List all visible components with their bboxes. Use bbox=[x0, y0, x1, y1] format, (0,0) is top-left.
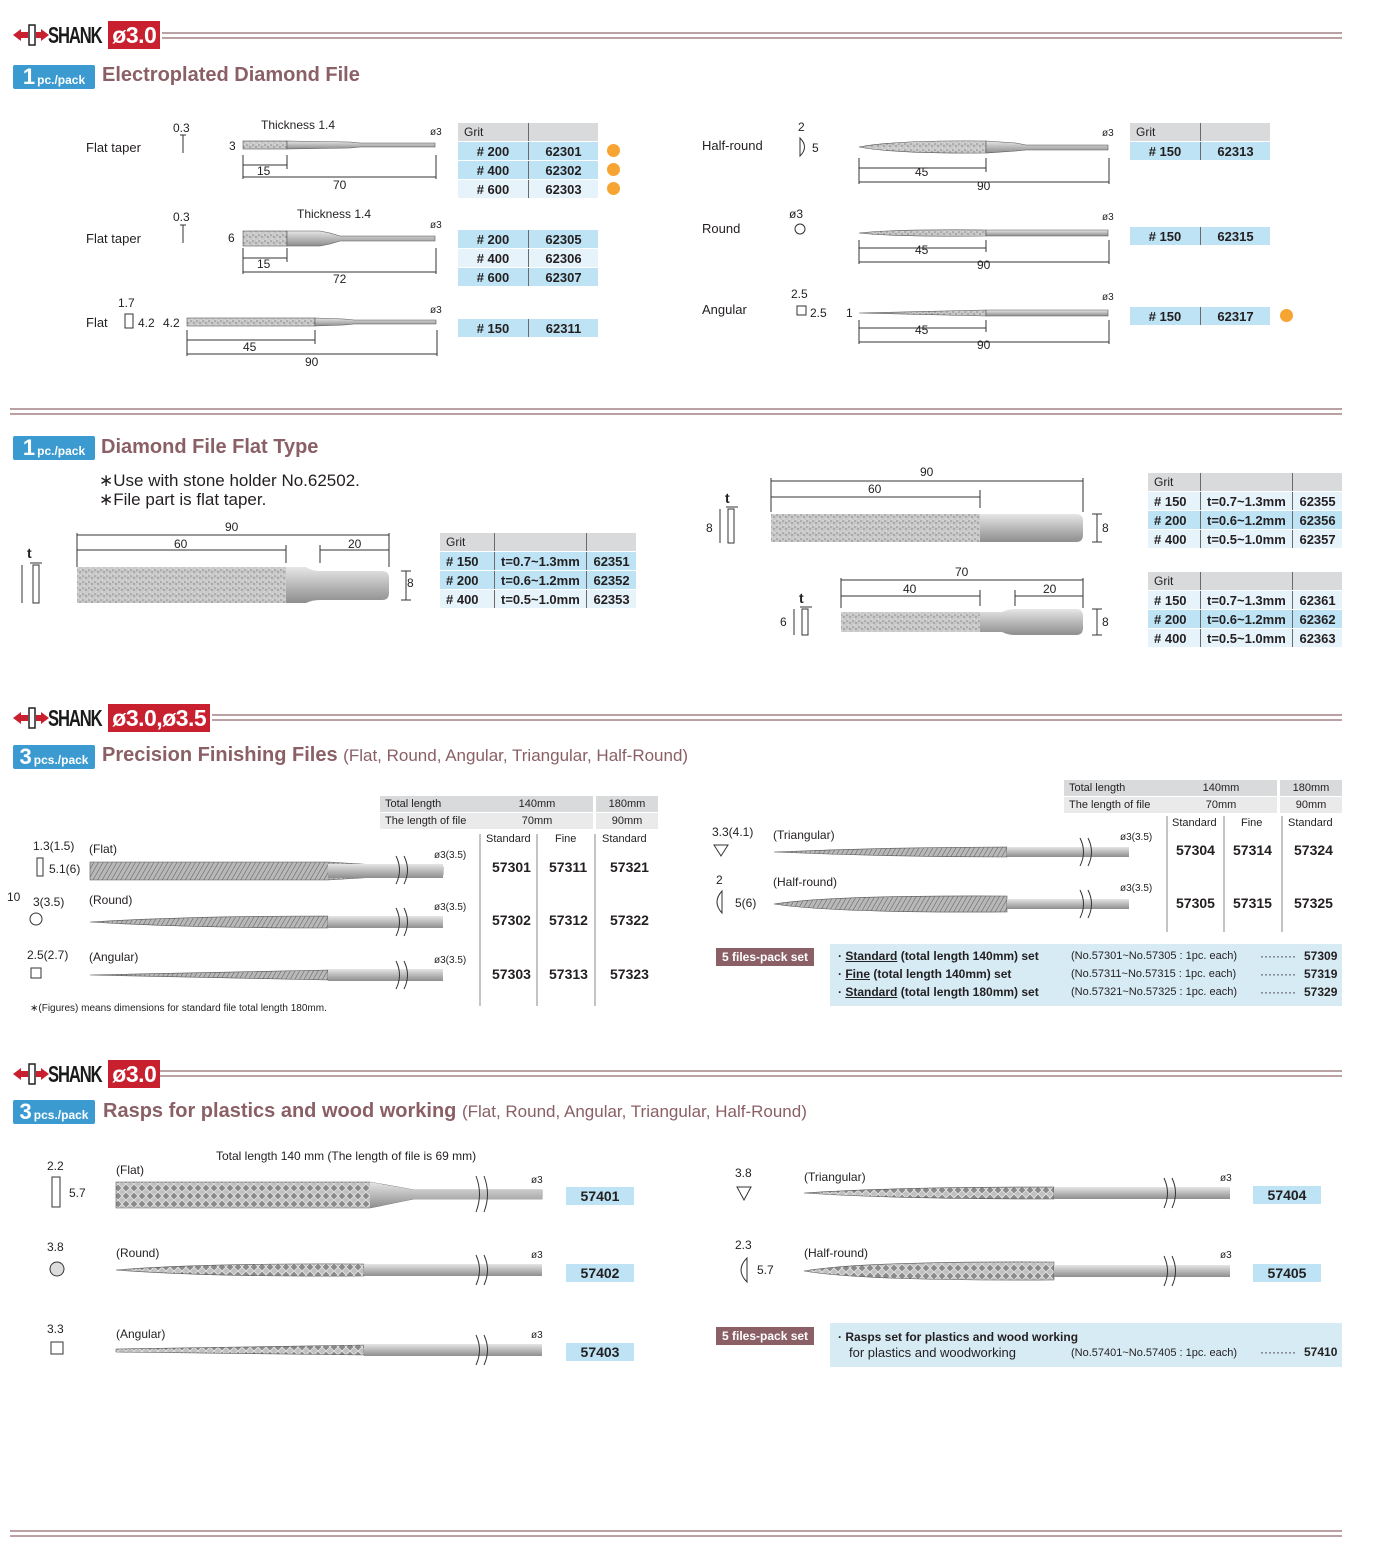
cross-section-thin bbox=[718, 505, 738, 545]
dim-1: 3(3.5) bbox=[33, 895, 65, 909]
cross-section-triangle bbox=[712, 842, 730, 858]
product-code: 57305 bbox=[1176, 895, 1215, 911]
shank-arrows-icon bbox=[12, 22, 50, 48]
product-code: 57325 bbox=[1294, 895, 1333, 911]
section-divider bbox=[160, 1070, 1342, 1077]
dim-h: 8 bbox=[407, 576, 414, 590]
file-drawing bbox=[856, 137, 1112, 157]
footnote: ∗(Figures) means dimensions for standard file total length 180mm. bbox=[30, 1003, 327, 1014]
dim-d: ø3(3.5) bbox=[434, 902, 467, 913]
dim-total: 70 bbox=[955, 565, 969, 579]
dim-h: 5 bbox=[812, 141, 819, 155]
section-title: Diamond File Flat Type bbox=[101, 436, 319, 458]
section-title: Rasps for plastics and wood working (Flat, Round, Angular, Triangular, Half-Round) bbox=[103, 1100, 807, 1122]
pack-badge: 3 pcs./pack bbox=[13, 1100, 95, 1124]
file-type-label: (Round) bbox=[89, 893, 133, 907]
dim-2: 5.7 bbox=[69, 1186, 86, 1200]
dim-t: 2.5 bbox=[791, 287, 808, 301]
cross-section-round bbox=[793, 221, 807, 237]
dim-l1: 40 bbox=[903, 582, 917, 596]
new-dot bbox=[607, 144, 620, 157]
product-code: 57322 bbox=[610, 912, 649, 928]
file-drawing bbox=[240, 138, 440, 152]
file-type-label: Round bbox=[702, 221, 741, 236]
dim-d: ø3 bbox=[430, 127, 442, 138]
set-row: · Standard (total length 180mm) set bbox=[838, 985, 1039, 999]
dim-l2: 70 bbox=[333, 178, 347, 192]
file-type-label: (Half-round) bbox=[773, 875, 838, 889]
section-divider bbox=[10, 408, 1342, 415]
product-code: 57404 bbox=[1253, 1186, 1321, 1204]
section-divider bbox=[10, 1530, 1342, 1537]
dim-l1: 45 bbox=[915, 323, 929, 337]
file-drawing bbox=[772, 890, 1132, 918]
dim-d: ø3(3.5) bbox=[1120, 832, 1153, 843]
rasp-drawing bbox=[114, 1255, 546, 1285]
product-code: 57314 bbox=[1233, 842, 1272, 858]
product-code: 57313 bbox=[549, 966, 588, 982]
dim-d: ø3 bbox=[430, 305, 442, 316]
dim-2: 5.1(6) bbox=[49, 862, 81, 876]
product-code: 57323 bbox=[610, 966, 649, 982]
dim-lines bbox=[184, 330, 440, 358]
dim-l2: 72 bbox=[333, 272, 347, 286]
grit-table: Grit # 150 62313 bbox=[1130, 123, 1270, 161]
file-type-label: Angular bbox=[702, 302, 747, 317]
dim-h: 3 bbox=[229, 139, 236, 153]
shank-word: SHANK bbox=[48, 704, 102, 731]
file-type-label: (Half-round) bbox=[804, 1246, 869, 1260]
dim-h2: 1 bbox=[846, 306, 853, 320]
product-code: 57324 bbox=[1294, 842, 1333, 858]
set-row: · Rasps set for plastics and wood working bbox=[838, 1330, 1079, 1344]
file-drawing bbox=[240, 228, 440, 250]
shank-diameter: ø3.0,ø3.5 bbox=[108, 704, 210, 732]
rasp-drawing bbox=[114, 1335, 546, 1365]
file-drawing bbox=[88, 908, 448, 936]
dim-d: ø3 bbox=[1102, 292, 1114, 303]
dim-l1: 45 bbox=[915, 165, 929, 179]
dim-h: 6 bbox=[228, 231, 235, 245]
dim-h2: 4.2 bbox=[163, 316, 180, 330]
dim-h1: 4.2 bbox=[138, 316, 155, 330]
product-code: 57311 bbox=[549, 859, 588, 875]
dim-d: ø3 bbox=[1220, 1173, 1232, 1184]
dim-h: 8 bbox=[706, 521, 713, 535]
dim-l2: 90 bbox=[977, 258, 991, 272]
cross-section-triangle bbox=[735, 1184, 753, 1202]
pack-badge: 1 pc./pack bbox=[13, 65, 95, 89]
shank-diameter: ø3.0 bbox=[108, 21, 160, 49]
cross-section-thin bbox=[22, 561, 42, 605]
dim-l2: 90 bbox=[977, 338, 991, 352]
dim-l1: 45 bbox=[243, 340, 257, 354]
rasp-drawing bbox=[802, 1256, 1234, 1286]
note-line: ∗File part is flat taper. bbox=[99, 490, 267, 509]
dim-d: ø3(3.5) bbox=[1120, 883, 1153, 894]
shank-arrows-icon bbox=[12, 705, 50, 731]
grit-table: # 150 62315 bbox=[1130, 227, 1270, 246]
dim-1: 2.5(2.7) bbox=[27, 948, 69, 962]
section-divider bbox=[212, 714, 1342, 721]
dim-d: ø3 bbox=[531, 1250, 543, 1261]
file-type-label: (Flat) bbox=[116, 1163, 144, 1177]
grit-table: Grit # 200 62301 # 400 62302 # 600 62303 bbox=[458, 123, 598, 199]
dim-l2: 90 bbox=[305, 355, 319, 369]
dim-d: ø3 bbox=[430, 220, 442, 231]
dim-1: 3.8 bbox=[735, 1166, 752, 1180]
grit-table: Grit # 150 t=0.7~1.3mm 62361 # 200 t=0.6~1.2mm 62362 # 400 t=0.5~1.0mm 62363 bbox=[1148, 572, 1342, 648]
cross-section-halfround bbox=[796, 136, 810, 158]
file-type-label: (Angular) bbox=[89, 950, 139, 964]
thickness-mark bbox=[180, 225, 186, 245]
file-type-label: (Angular) bbox=[116, 1327, 166, 1341]
dim-d: ø3 bbox=[1220, 1250, 1232, 1261]
product-code: 57304 bbox=[1176, 842, 1215, 858]
set-row: · Fine (total length 140mm) set bbox=[838, 967, 1012, 981]
rasp-drawing bbox=[114, 1176, 546, 1212]
dim-d: ø3(3.5) bbox=[434, 850, 467, 861]
grit-table: # 150 62311 bbox=[458, 319, 598, 338]
dim-l2: 20 bbox=[348, 537, 362, 551]
cross-section-round bbox=[48, 1260, 66, 1278]
set-box: · Standard (total length 140mm) set (No.57301~No.57305 : 1pc. each) ········· 57309 · Fine (total length 140mm) set (No.57311~No.57315 : 1pc. each) ········· 57319 · Standard (total length 180mm) set (No.57321~No.57325 : 1pc. each) ········· 57329 bbox=[830, 944, 1342, 1006]
dim-h: 6 bbox=[780, 615, 787, 629]
shank-word: SHANK bbox=[48, 21, 102, 48]
file-type-label: (Triangular) bbox=[804, 1170, 866, 1184]
dim-2: 10 bbox=[7, 890, 21, 904]
file-type-label: Flat bbox=[86, 315, 108, 330]
section-divider bbox=[162, 32, 1342, 39]
column-lines bbox=[1167, 816, 1347, 936]
dim-t: 0.3 bbox=[173, 121, 190, 135]
cross-section-square bbox=[49, 1339, 65, 1357]
dim-1: 2 bbox=[716, 873, 723, 887]
new-dot bbox=[1280, 309, 1293, 322]
set-label: 5 files-pack set bbox=[716, 1327, 814, 1345]
cross-section-round bbox=[28, 910, 44, 928]
dim-d: ø3(3.5) bbox=[434, 955, 467, 966]
product-code: 57301 bbox=[492, 859, 531, 875]
product-code: 57321 bbox=[610, 859, 649, 875]
file-type-label: (Flat) bbox=[89, 842, 117, 856]
section-title: Precision Finishing Files (Flat, Round, Angular, Triangular, Half-Round) bbox=[102, 744, 689, 766]
dim-1: 3.3 bbox=[47, 1322, 64, 1336]
shank-arrows-icon bbox=[12, 1061, 50, 1087]
grit-table: Grit # 150 t=0.7~1.3mm 62351 # 200 t=0.6~1.2mm 62352 # 400 t=0.5~1.0mm 62353 bbox=[440, 533, 636, 609]
product-code: 57403 bbox=[566, 1343, 634, 1361]
dim-l1: 45 bbox=[915, 243, 929, 257]
product-code: 57303 bbox=[492, 966, 531, 982]
file-type-label: (Round) bbox=[116, 1246, 160, 1260]
product-code: 57402 bbox=[566, 1264, 634, 1282]
dim-1: 3.8 bbox=[47, 1240, 64, 1254]
product-code: 57401 bbox=[566, 1187, 634, 1205]
file-type-label: (Triangular) bbox=[773, 828, 835, 842]
set-row: · Standard (total length 140mm) set bbox=[838, 949, 1039, 963]
dim-d: ø3 bbox=[1102, 212, 1114, 223]
product-code: 57312 bbox=[549, 912, 588, 928]
file-drawing bbox=[856, 225, 1112, 241]
dim-total: 90 bbox=[920, 465, 934, 479]
grit-table: # 200 62305 # 400 62306 # 600 62307 bbox=[458, 230, 598, 287]
file-drawing bbox=[772, 838, 1132, 866]
new-dot bbox=[607, 163, 620, 176]
dim-l1: 15 bbox=[257, 257, 271, 271]
dim-2: 5(6) bbox=[735, 896, 757, 910]
dim-t: t bbox=[725, 490, 730, 506]
file-drawing bbox=[856, 305, 1112, 321]
dim-h2: 8 bbox=[1102, 615, 1109, 629]
new-dot bbox=[607, 182, 620, 195]
file-drawing bbox=[88, 856, 448, 884]
set-row-sub: for plastics and woodworking bbox=[849, 1345, 1016, 1360]
dim-d: ø3 bbox=[531, 1330, 543, 1341]
file-type-label: Flat taper bbox=[86, 231, 141, 246]
note-line: ∗Use with stone holder No.62502. bbox=[99, 471, 360, 490]
dim-d: ø3 bbox=[531, 1175, 543, 1186]
dim-thickness: Thickness 1.4 bbox=[297, 207, 372, 221]
dim-h: 2.5 bbox=[810, 306, 827, 320]
dim-d: ø3 bbox=[1102, 128, 1114, 139]
dim-1: 2.3 bbox=[735, 1238, 752, 1252]
cross-section-flat bbox=[34, 856, 48, 878]
section-title: Electroplated Diamond File bbox=[102, 64, 360, 86]
shank-header-1 bbox=[12, 20, 160, 50]
file-drawing bbox=[88, 961, 448, 989]
product-code: 57315 bbox=[1233, 895, 1272, 911]
dim-total: 90 bbox=[225, 520, 239, 534]
dim-l1: 60 bbox=[868, 482, 882, 496]
file-drawing bbox=[770, 478, 1120, 548]
dim-t: t bbox=[27, 545, 32, 561]
cross-section-flat bbox=[49, 1175, 65, 1209]
cross-section-halfround bbox=[735, 1256, 755, 1284]
product-code: 57405 bbox=[1253, 1264, 1321, 1282]
cross-section-thin bbox=[792, 605, 812, 637]
shank-word: SHANK bbox=[48, 1060, 102, 1087]
dim-t: 2 bbox=[798, 120, 805, 134]
cross-section-flat bbox=[122, 312, 136, 330]
set-label: 5 files-pack set bbox=[716, 948, 814, 966]
dim-l2: 20 bbox=[1043, 582, 1057, 596]
total-length-note: Total length 140 mm (The length of file is 69 mm) bbox=[216, 1149, 477, 1163]
file-drawing bbox=[184, 314, 440, 330]
dim-l1: 15 bbox=[257, 164, 271, 178]
dim-t: 0.3 bbox=[173, 210, 190, 224]
shank-header-2 bbox=[12, 703, 210, 733]
cross-section-square bbox=[28, 964, 44, 982]
dim-t: ø3 bbox=[789, 207, 804, 221]
grit-table: Grit # 150 t=0.7~1.3mm 62355 # 200 t=0.6~1.2mm 62356 # 400 t=0.5~1.0mm 62357 bbox=[1148, 473, 1342, 549]
file-type-label: Half-round bbox=[702, 138, 763, 153]
dim-t: t bbox=[799, 590, 804, 606]
dim-1: 2.2 bbox=[47, 1159, 64, 1173]
dim-1: 1.3(1.5) bbox=[33, 839, 75, 853]
thickness-mark bbox=[180, 135, 186, 155]
file-drawing bbox=[76, 533, 396, 608]
pack-badge: 1 pc./pack bbox=[13, 436, 95, 460]
pack-badge: 3 pcs./pack bbox=[13, 745, 95, 769]
cross-section-square bbox=[794, 303, 808, 319]
dim-t: 1.7 bbox=[118, 296, 135, 310]
file-type-label: Flat taper bbox=[86, 140, 141, 155]
rasp-drawing bbox=[802, 1178, 1234, 1208]
dim-2: 5.7 bbox=[757, 1263, 774, 1277]
dim-1: 3.3(4.1) bbox=[712, 825, 754, 839]
dim-h2: 8 bbox=[1102, 521, 1109, 535]
dim-l2: 90 bbox=[977, 179, 991, 193]
dim-thickness: Thickness 1.4 bbox=[261, 118, 336, 132]
file-drawing bbox=[840, 578, 1120, 638]
cross-section-halfround bbox=[712, 889, 732, 915]
shank-diameter: ø3.0 bbox=[108, 1060, 160, 1088]
dim-l1: 60 bbox=[174, 537, 188, 551]
product-code: 57302 bbox=[492, 912, 531, 928]
grit-table: # 150 62317 bbox=[1130, 307, 1270, 326]
set-box: · Rasps set for plastics and wood working for plastics and woodworking (No.57401~No.57405 : 1pc. each) ········· 57410 bbox=[830, 1323, 1342, 1367]
shank-header-3 bbox=[12, 1059, 160, 1089]
